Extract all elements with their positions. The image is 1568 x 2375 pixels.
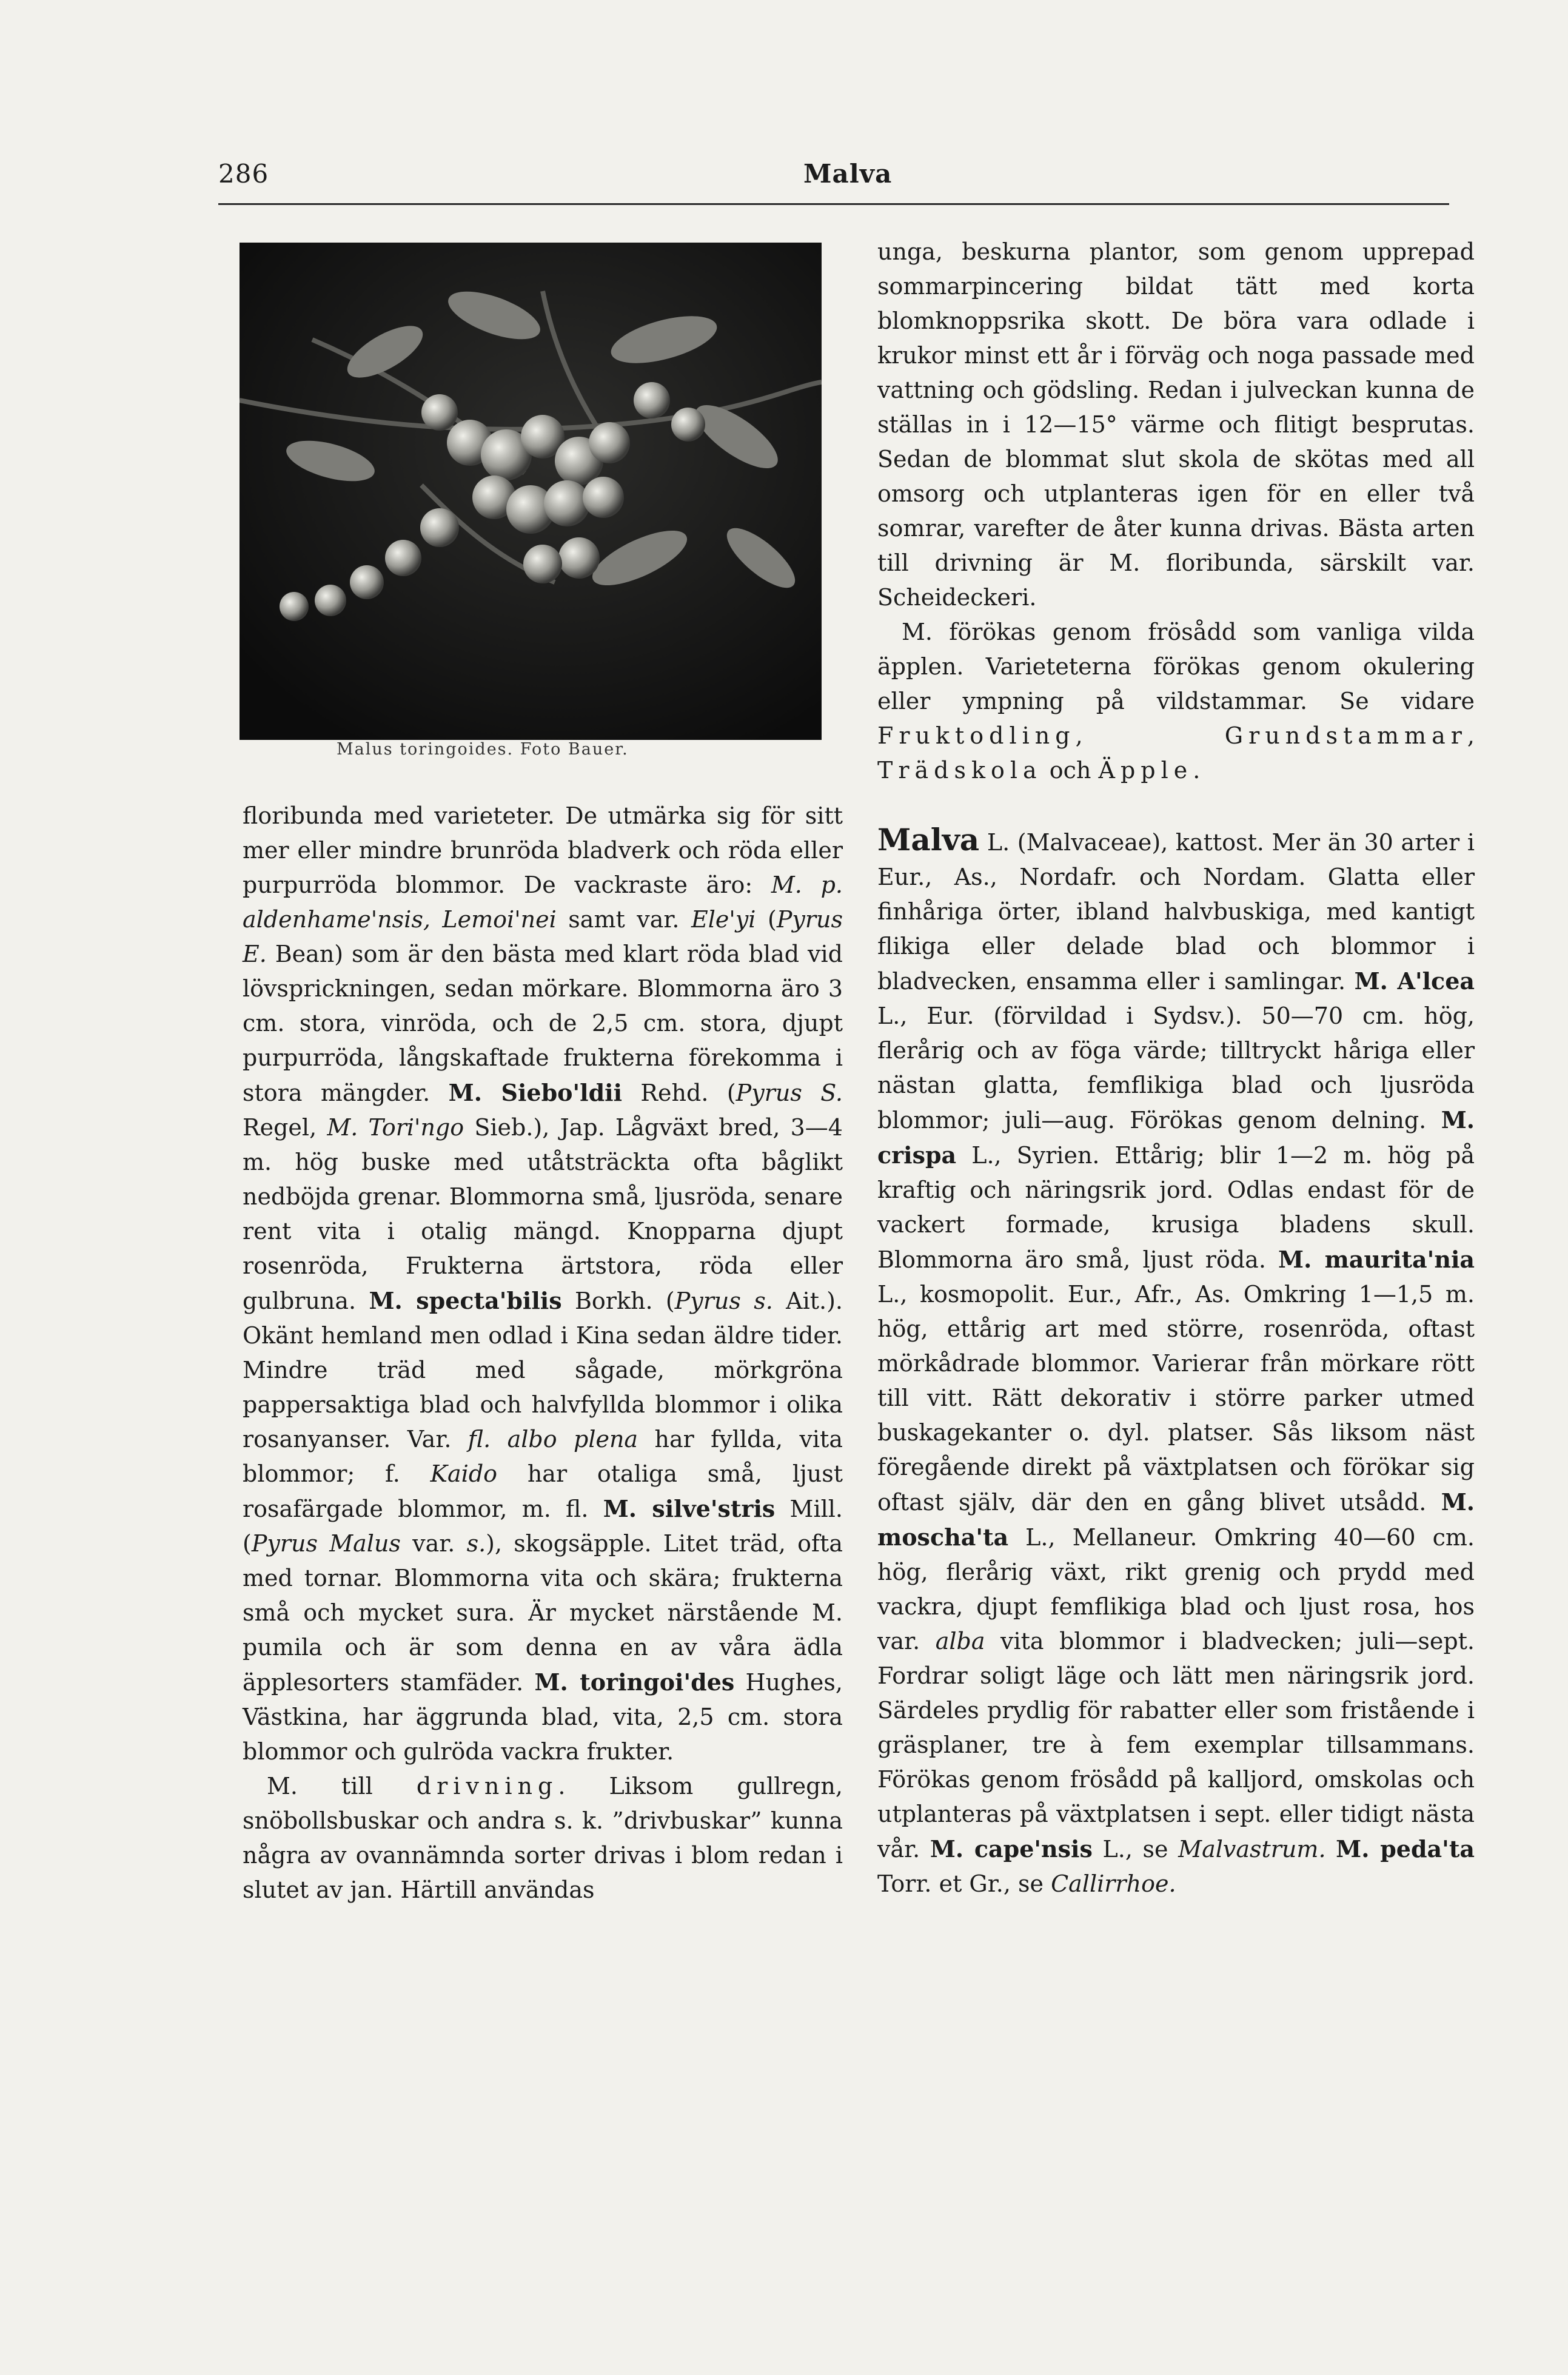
page-number: 286 bbox=[218, 159, 269, 189]
figure-caption: Malus toringoides. Foto Bauer. bbox=[337, 740, 629, 759]
entry-malus-forcing: M. till drivning. Liksom gullregn, snöbollsbuskar och andra s. k. ”drivbuskar” kunna några av ovannämnda sorter drivas i blom redan i slutet av jan. Härtill användas bbox=[243, 1773, 843, 1903]
header-rule bbox=[218, 203, 1449, 205]
left-column bbox=[243, 799, 843, 1907]
entry-malus-forcing-cont: unga, beskurna plantor, som genom upprepad sommarpincering bildat tätt med korta blomknoppsrika skott. De böra vara odlade i krukor minst ett år i förväg och noga passade med vattning och gödsling. Redan i julveckan kunna de ställas in i 12—15° värme och flitigt besprutas. Sedan de blommat slut skola de skötas med all omsorg och utplanteras igen för en eller två somrar, varefter de åter kunna drivas. Bästa arten till drivning är M. floribunda, särskilt var. Scheideckeri. bbox=[877, 238, 1475, 611]
headword-malva: Malva bbox=[877, 822, 980, 858]
right-column bbox=[877, 235, 1475, 1901]
entry-malus-propagation: M. förökas genom frösådd som vanliga vilda äpplen. Varieteterna förökas genom okulering eller ympning på vildstammar. Se vidare Fruktodling, Grundstammar, Trädskola och Äpple. bbox=[877, 619, 1475, 784]
photo-malus-toringoides bbox=[240, 243, 822, 740]
entry-malus-varieties: floribunda med varieteter. De utmärka sig för sitt mer eller mindre brunröda bladverk och röda eller purpurröda blommor. De vackraste äro: M. p. aldenhame'nsis, Lemoi'nei samt var. Ele'yi (Pyrus E. Bean) som är den bästa med klart röda blad vid lövsprickningen, sedan mörkare. Blommorna äro 3 cm. stora, vinröda, och de 2,5 cm. stora, djupt purpurröda, långskaftade frukterna förekomma i stora mängder. M. Siebo'ldii Rehd. (Pyrus S. Regel, M. Tori'ngo Sieb.), Jap. Lågväxt bred, 3—4 m. hög buske med utåtsträckta ofta båglikt nedböjda grenar. Blommorna små, ljusröda, senare rent vita i otalig mängd. Knopparna djupt rosenröda, Frukterna ärtstora, röda eller gulbruna. M. specta'bilis Borkh. (Pyrus s. Ait.). Okänt hemland men odlad i Kina sedan äldre tider. Mindre träd med sågade, mörkgröna pappersaktiga blad och halvfyllda blommor i olika rosanyanser. Var. fl. albo plena har fyllda, vita blommor; f. Kaido har otaliga små, ljust rosafärgade blommor, m. fl. M. silve'stris Mill. (Pyrus Malus var. s.), skogsäpple. Litet träd, ofta med tornar. Blommorna vita och skära; frukterna små och mycket sura. Är mycket närstående M. pumila och är som denna en av våra ädla äpplesorters stamfäder. M. toringoi'des Hughes, Västkina, har äggrunda blad, vita, 2,5 cm. stora blommor och gulröda vackra frukter. bbox=[243, 802, 843, 1765]
entry-malva: Malva L. (Malvaceae), kattost. Mer än 30 arter i Eur., As., Nordafr. och Nordam. Glatta eller finhåriga örter, ibland halvbuskiga, med kantigt flikiga eller delade blad och blommor i bladvecken, ensamma eller i samlingar. M. A'lcea L., Eur. (förvildad i Sydsv.). 50—70 cm. hög, flerårig och av föga värde; tilltryckt håriga eller nästan glatta, femflikiga blad och ljusröda blommor; juli—aug. Förökas genom delning. M. crispa L., Syrien. Ettårig; blir 1—2 m. hög på kraftig och näringsrik jord. Odlas endast för de vackert formade, krusiga bladens skull. Blommorna äro små, ljust röda. M. maurita'nia L., kosmopolit. Eur., Afr., As. Omkring 1—1,5 m. hög, ettårig art med större, rosenröda, oftast mörkådrade blommor. Varierar från mörkare rött till vitt. Rätt dekorativ i större parker utmed buskagekanter o. dyl. platser. Sås liksom näst föregående direkt på växtplatsen och förökar sig oftast själv, där den en gång blivet utsådd. M. moscha'ta L., Mellaneur. Omkring 40—60 cm. hög, flerårig växt, rikt grenig och prydd med vackra, djupt femflikiga blad och ljust rosa, hos var. alba vita blommor i bladvecken; juli—sept. Fordrar soligt läge och lätt men näringsrik jord. Särdeles prydlig för rabatter eller som fristående i gräsplaner, tre à fem exemplar tillsammans. Förökas genom frösådd på kalljord, omskolas och utplanteras på växtplatsen i sept. eller tidigt nästa vår. M. cape'nsis L., se Malvastrum. M. peda'ta Torr. et Gr., se Callirrhoe. bbox=[877, 822, 1475, 1897]
running-head: Malva bbox=[803, 159, 893, 189]
